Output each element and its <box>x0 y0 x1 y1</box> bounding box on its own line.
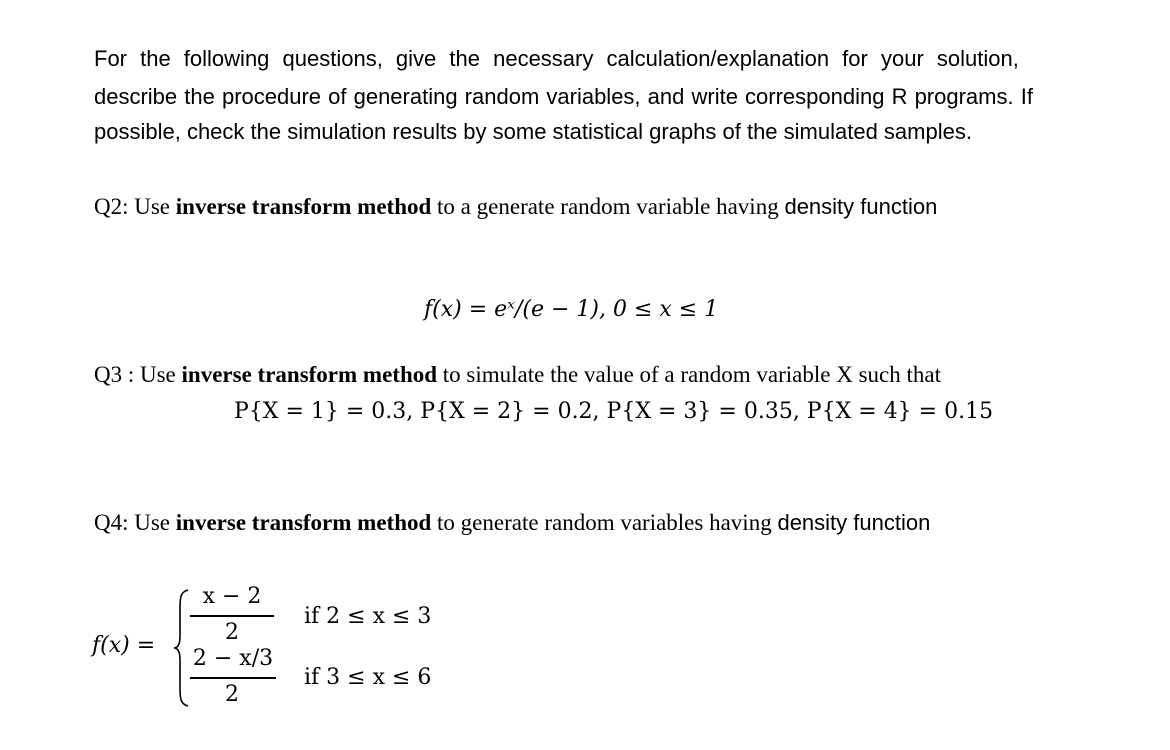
case2-denominator: 2 <box>225 682 239 707</box>
intro-line-2: describe the procedure of generating random variables, and write corresponding R programs. If <box>94 84 1033 109</box>
q2-formula: f(x) = eˣ/(e − 1), 0 ≤ x ≤ 1 <box>424 297 719 322</box>
case2-condition: if 3 ≤ x ≤ 6 <box>304 665 432 690</box>
q3-question <box>94 362 941 388</box>
intro-line-3: possible, check the simulation results by some statistical graphs of the simulated samples. <box>94 119 972 144</box>
q3-formula: P{X = 1} = 0.3, P{X = 2} = 0.2, P{X = 3} = 0.35, P{X = 4} = 0.15 <box>234 399 994 424</box>
case1-fraction-bar <box>190 615 274 617</box>
case1-condition: if 2 ≤ x ≤ 3 <box>304 604 432 629</box>
intro-line-1: For the following questions, give the necessary calculation/explanation for your solution, <box>94 46 1019 71</box>
case2-numerator: 2 − x/3 <box>192 646 274 671</box>
case2-fraction-bar <box>190 677 276 679</box>
q2-question <box>94 194 937 220</box>
case1-denominator: 2 <box>225 620 239 645</box>
q3-suffix: to simulate the value of a random variable X such that <box>437 362 941 387</box>
left-brace-icon <box>172 588 192 708</box>
q4-lhs: f(x) = <box>92 633 156 658</box>
q2-suffix-density: density function <box>784 194 938 219</box>
q4-bold-method: inverse transform method <box>175 510 432 535</box>
q4-suffix-density: density function <box>777 510 931 535</box>
q2-suffix: to a generate random variable having <box>431 194 785 219</box>
case1-numerator: x − 2 <box>202 584 262 609</box>
q3-prefix: Q3 : Use <box>94 362 182 387</box>
q2-prefix: Q2: Use <box>94 194 176 219</box>
q4-suffix: to generate random variables having <box>431 510 778 535</box>
q3-bold-method: inverse transform method <box>181 362 438 387</box>
q4-question <box>94 510 930 536</box>
q2-bold-method: inverse transform method <box>175 194 432 219</box>
q4-prefix: Q4: Use <box>94 510 176 535</box>
